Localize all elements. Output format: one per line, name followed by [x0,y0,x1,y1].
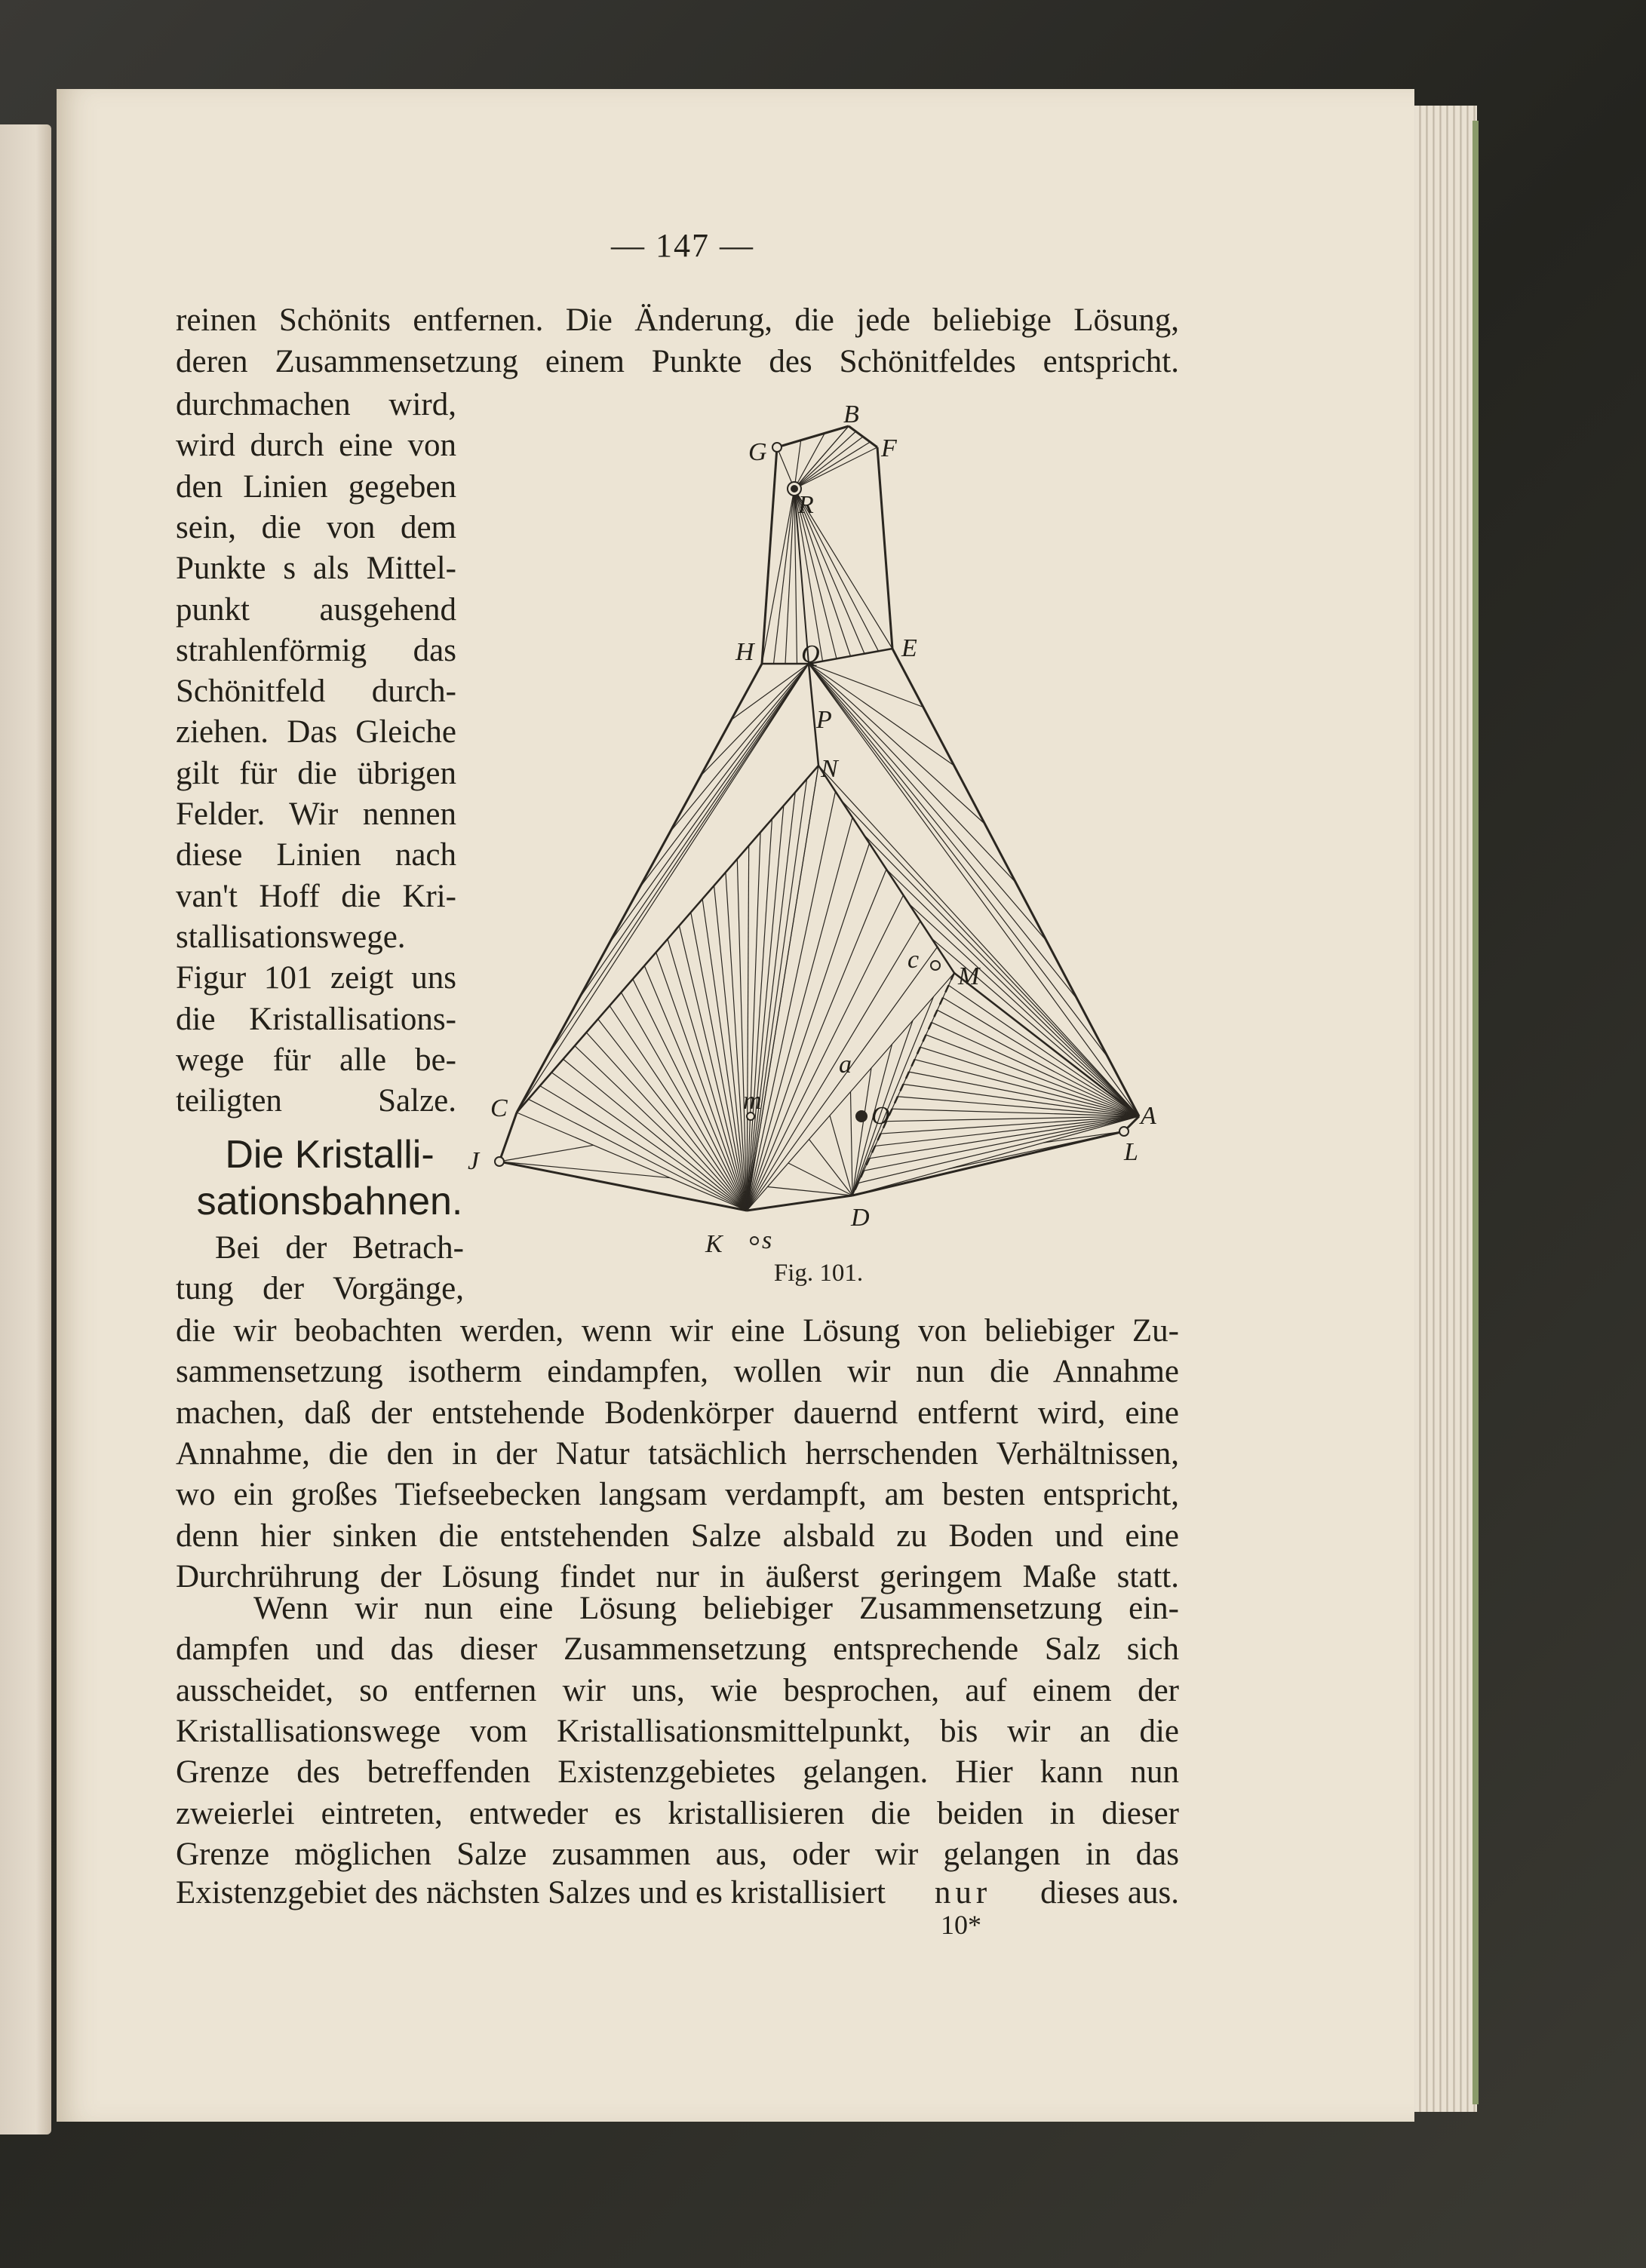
diagram-line [747,818,852,1211]
section-heading-line-1: Die Kristalli- [225,1133,435,1177]
signature-mark: 10* [941,1910,981,1940]
last-line-end: dieses aus. [1040,1875,1179,1910]
text-line: deren Zusammensetzung einem Punkte des Schönitfeldes entspricht. [176,344,1179,379]
text-line: sammensetzung isotherm eindampfen, wollen wir nun die Annahme [176,1354,1179,1390]
text-line: zweierlei eintreten, entweder es kristallisieren die beiden in dieser [176,1795,1179,1831]
diagram-line [794,442,871,489]
label-c: c [907,946,920,974]
text-line: Figur 101 zeigt uns [176,960,456,996]
label-s: s [762,1226,772,1254]
label-L: L [1124,1138,1138,1166]
label-C: C [490,1094,508,1122]
diagram-line [517,664,809,1113]
diagram-line [578,664,809,1000]
text-line: punkt ausgehend [176,591,456,628]
diagram-line [609,664,809,944]
label-B: B [843,401,859,428]
diagram-line [864,835,1139,1116]
diagram-line [737,859,747,1211]
diagram-line [794,437,863,489]
diagram-line [564,1059,747,1211]
text-line: strahlenförmig das [176,632,456,668]
diagram-line [809,664,985,824]
diagram-line [777,426,849,447]
text-line: Grenze möglichen Salze zusammen aus, oder wir gelangen in das [176,1836,1179,1872]
text-line: den Linien gegeben [176,468,456,505]
text-line: Kristallisationswege vom Kristallisationsmittelpunkt, bis wir an die [176,1713,1179,1749]
diagram-line [788,1163,852,1195]
diagram-line [610,1005,747,1211]
diagram-line [701,664,809,776]
label-Q: Q [801,640,820,668]
diagram-line [809,1140,853,1196]
label-G: G [748,438,767,466]
label-A: A [1141,1102,1156,1130]
last-line-start: Existenzgebiet des nächsten Salzes und es kristallisiert [176,1875,886,1910]
text-line: durchmachen wird, [176,387,456,422]
text-line: van't Hoff die Kri- [176,878,456,914]
text-line: Wenn wir nun eine Lösung beliebiger Zusammensetzung ein- [253,1591,1179,1626]
diagram-line [528,1099,747,1211]
diagram-line [691,913,747,1211]
diagram-line [864,1116,1139,1171]
last-line [176,1874,1179,1911]
label-a: a [839,1051,852,1079]
diagram-line [809,664,1016,882]
diagram-line [768,1187,853,1196]
text-line: reinen Schönits entfernen. Die Änderung, die jede beliebige Lösung, [176,302,1179,338]
crystallization-diagram [468,392,1192,1260]
section-heading-line-2: sationsbahnen. [196,1180,463,1223]
label-m: m [743,1087,762,1115]
diagram-line [877,447,892,649]
text-line: Durchrührung der Lösung findet nur in äußerst geringem Maße statt. [176,1558,1179,1594]
label-N: N [821,755,838,783]
diagram-line [747,779,807,1211]
diagram-point [931,961,940,970]
diagram-line [852,973,954,1195]
text-line: wege für alle be- [176,1042,456,1078]
label-D: D [851,1204,870,1232]
text-line: Grenze des betreffenden Existenzgebietes gelangen. Hier kann nun [176,1754,1179,1791]
diagram-line [747,895,904,1211]
text-line: ausscheidet, so entfernen wir uns, wie besprochen, auf einem der [176,1672,1179,1708]
diagram-line [809,664,1046,941]
text-line: die wir beobachten werden, wenn wir eine Lösung von beliebiger Zu- [176,1313,1179,1349]
diagram-point [1119,1127,1129,1136]
text-line: gilt für die übrigen [176,755,456,791]
text-line: die Kristallisations- [176,1001,456,1037]
diagram-line [852,1131,1124,1195]
diagram-line [747,1195,852,1211]
diagram-line [679,925,747,1211]
figure-caption: Fig. 101. [773,1260,864,1287]
diagram-line [499,1145,594,1162]
text-line: sein, die von dem [176,509,456,545]
label-E: E [901,634,917,662]
diagram-line [747,806,784,1211]
diagram-line [747,766,818,1211]
diagram-point [772,443,782,452]
text-line: wird durch eine von [176,428,456,464]
diagram-line [762,447,777,664]
diagram-line [747,843,870,1211]
diagram-line [575,1046,747,1211]
figure-101 [468,392,1192,1260]
text-line: dampfen und das dieser Zusammensetzung entsprechende Salz sich [176,1631,1179,1668]
diagram-line [949,985,1140,1116]
diagram-line [731,664,809,720]
label-J: J [468,1147,480,1175]
diagram-line [747,870,886,1211]
text-line: machen, daß der entstehende Bodenkörper dauernd entfernt wird, eine [176,1395,1179,1431]
label-M: M [958,962,980,990]
diagram-point [856,1111,867,1122]
text-line: denn hier sinken die entstehenden Salze alsbald zu Boden und eine [176,1518,1179,1554]
diagram-point [495,1157,504,1166]
text-line: diese Linien nach [176,837,456,873]
text-line: tung der Vorgänge, [176,1271,464,1306]
text-line: Punkte s als Mittel- [176,551,456,587]
diagram-line [809,664,1108,1058]
section-heading [194,1131,465,1225]
text-line: wo ein großes Tiefseebecken langsam verdampft, am besten entspricht, [176,1477,1179,1513]
diagram-line [747,921,920,1211]
label-P: P [816,706,832,734]
diagram-line [774,489,795,664]
diagram-point [791,486,797,492]
text-line: Schönitfeld durch- [176,674,456,710]
diagram-line [858,1116,1140,1183]
diagram-line [794,426,849,489]
diagram-line [830,1116,852,1195]
diagram-point [751,1237,758,1244]
text-line: teiligten Salze. [176,1083,456,1119]
emphasis-word: nur [934,1875,992,1910]
diagram-line [892,1109,1140,1116]
diagram-line [852,1116,1139,1195]
text-line: Annahme, die den in der Natur tatsächlich herrschenden Verhältnissen, [176,1435,1179,1472]
diagram-line [886,870,1139,1117]
diagram-line [851,1092,853,1196]
label-K: K [705,1230,723,1258]
label-F: F [881,434,897,462]
diagram-line [926,1035,1140,1116]
diagram-line [909,904,1139,1116]
label-R: R [798,491,814,519]
diagram-line [852,997,934,1196]
label-H: H [735,638,754,666]
diagram-line [702,899,747,1211]
diagram-line [794,447,877,489]
diagram-line [809,664,1139,1116]
text-line: ziehen. Das Gleiche [176,714,456,750]
left-page-edge [0,124,51,2134]
diagram-line [499,1162,670,1178]
text-line: stallisationswege. [176,919,406,955]
label-O: O [871,1102,890,1130]
cover-green-edge [1472,121,1479,2104]
text-line: Bei der Betrach- [215,1230,464,1266]
diagram-line [640,664,809,888]
diagram-line [938,1010,1140,1116]
text-line: Felder. Wir nennen [176,796,456,832]
diagram-line [670,664,809,832]
page-number: — 147 — [611,227,754,264]
